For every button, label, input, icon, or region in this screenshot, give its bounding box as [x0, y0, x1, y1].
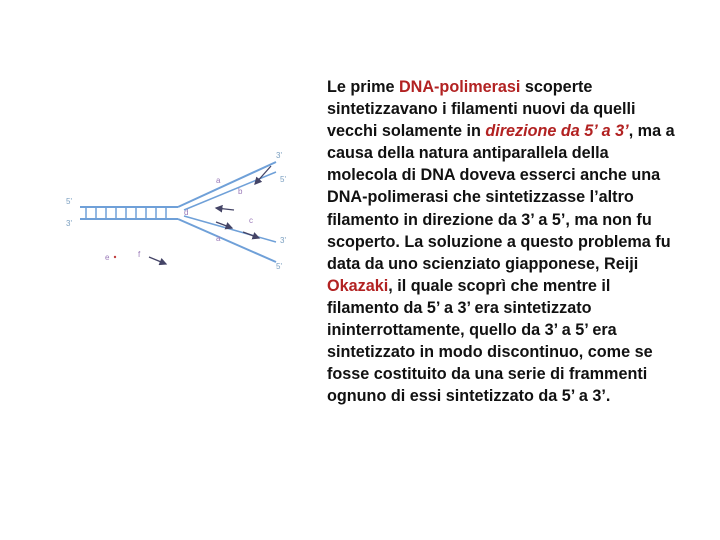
lower-arrow-1: [243, 232, 259, 238]
text-run-3: , ma a causa della natura antiparallela della molecola di DNA doveva esserci anche una DNA-polimerasi che sintetizzasse l’altro filamento in direzione da 3’ a 5’, ma non fu scoperto. La soluzione a questo problema fu data da uno scienziato giapponese, Reiji: [327, 122, 675, 273]
label-upper-3: 3': [276, 151, 282, 160]
label-e: e: [105, 253, 110, 262]
label-d: d: [184, 208, 189, 217]
upper-fork-outer: [178, 162, 276, 207]
term-dna-polimerasi: DNA-polimerasi: [398, 78, 521, 96]
label-upper-5: 5': [280, 175, 286, 184]
legend-dot: [114, 256, 116, 258]
label-f: f: [138, 250, 141, 259]
label-c: c: [249, 216, 253, 225]
label-b: b: [238, 187, 243, 196]
body-paragraph: [327, 76, 683, 407]
label-left-5: 5': [66, 197, 72, 206]
base-pairs: [86, 207, 166, 219]
label-lower-3: 3': [280, 236, 286, 245]
text-run-4: , il quale scoprì che mentre il filamento da 5’ a 3’ era sintetizzato ininterrottamente, quello da 3’ a 5’ era sintetizzato in modo discontinuo, come se fosse costituito da una serie di frammenti ognuno di essi sintetizzato da 5’ a 3’.: [327, 276, 653, 406]
lower-fork-inner: [184, 216, 276, 242]
legend-arrow: [149, 257, 166, 264]
text-run-1: Le prime: [327, 78, 399, 96]
text-run-2: scoperte sintetizzavano i filamenti nuovi da quelli vecchi solamente in: [327, 78, 636, 141]
upper-fork-inner: [184, 172, 276, 210]
term-okazaki: Okazaki: [327, 276, 389, 295]
label-lower-5: 5': [276, 262, 282, 271]
label-left-3: 3': [66, 219, 72, 228]
replication-fork-diagram: [58, 140, 298, 275]
label-a-upper: a: [216, 176, 221, 185]
replication-fork-figure: [58, 140, 298, 275]
label-a-lower: a: [216, 234, 221, 243]
term-direzione-5-3: direzione da 5’ a 3’: [485, 122, 629, 141]
middle-arrow: [216, 208, 234, 210]
